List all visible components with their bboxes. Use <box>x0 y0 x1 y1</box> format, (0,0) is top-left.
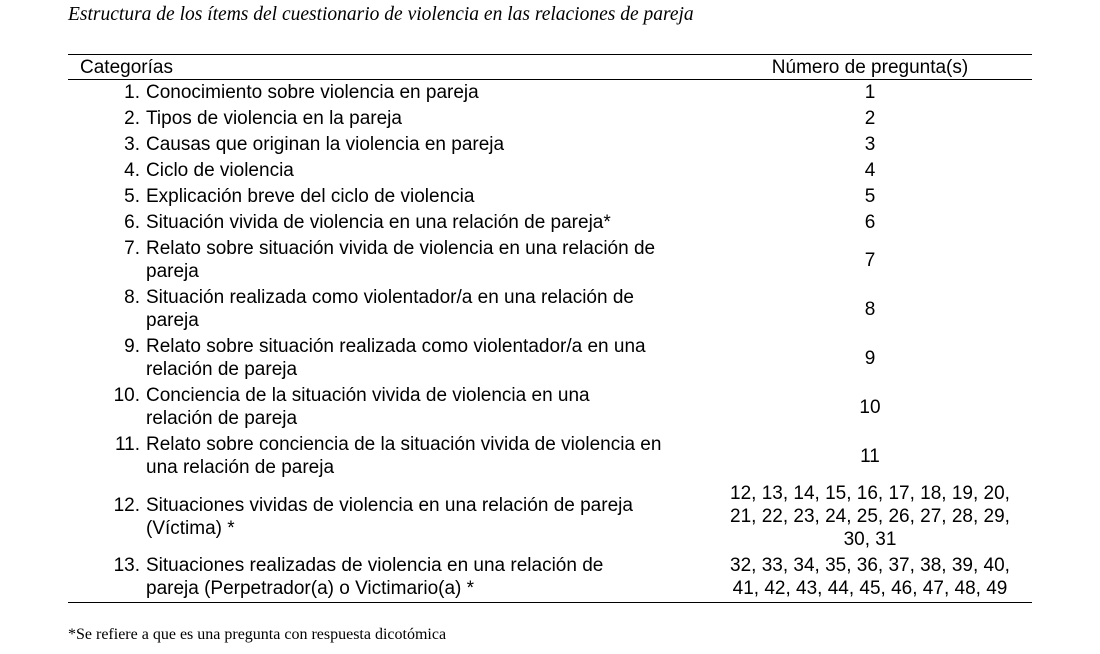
item-text: Ciclo de violencia <box>146 160 294 181</box>
item-number: 7. <box>124 238 140 259</box>
question-number-cell <box>708 236 1032 285</box>
category-cell <box>68 210 708 236</box>
item-text: Relato sobre situación realizada como violentador/a en una relación de pareja <box>146 336 646 380</box>
question-number-cell <box>708 106 1032 132</box>
category-cell <box>68 184 708 210</box>
item-number: 3. <box>124 134 140 155</box>
question-number-cell <box>708 184 1032 210</box>
item-number: 1. <box>124 82 140 103</box>
item-number: 2. <box>124 108 140 129</box>
item-number: 4. <box>124 160 140 181</box>
table-row <box>68 553 1032 603</box>
table-row <box>68 132 1032 158</box>
item-number: 12. <box>113 494 140 516</box>
item-number: 6. <box>124 212 140 233</box>
category-cell <box>68 285 708 334</box>
table-row <box>68 432 1032 481</box>
category-cell <box>68 132 708 158</box>
question-number-cell <box>708 210 1032 236</box>
item-number: 13. <box>113 555 140 576</box>
question-numbers: 7 <box>864 249 876 271</box>
table-caption: Estructura de los ítems del cuestionario de violencia en las relaciones de pareja <box>68 4 694 25</box>
table-row <box>68 334 1032 383</box>
table-row <box>68 285 1032 334</box>
table-row <box>68 236 1032 285</box>
table-row <box>68 481 1032 553</box>
item-text: Conciencia de la situación vivida de violencia en una relación de pareja <box>146 385 590 429</box>
question-number-cell <box>708 132 1032 158</box>
item-text: Explicación breve del ciclo de violencia <box>146 186 475 207</box>
question-numbers: 32, 33, 34, 35, 36, 37, 38, 39, 40, 41, 42, 43, 44, 45, 46, 47, 48, 49 <box>730 555 1010 599</box>
question-numbers: 5 <box>864 186 876 207</box>
item-text: Causas que originan la violencia en pareja <box>146 134 505 155</box>
question-number-cell <box>708 80 1032 107</box>
question-numbers: 4 <box>864 160 876 181</box>
table-row <box>68 80 1032 107</box>
item-text: Relato sobre conciencia de la situación vivida de violencia en una relación de pareja <box>146 434 662 478</box>
item-text: Relato sobre situación vivida de violencia en una relación de pareja <box>146 238 656 282</box>
header-question-number: Número de pregunta(s) <box>708 55 1032 80</box>
header-category: Categorías <box>68 55 708 80</box>
question-numbers: 2 <box>864 108 876 129</box>
question-numbers: 9 <box>864 347 876 369</box>
question-numbers: 3 <box>864 134 876 155</box>
question-number-cell <box>708 432 1032 481</box>
item-text: Situaciones realizadas de violencia en una relación de pareja (Perpetrador(a) o Victimario(a) * <box>146 555 604 599</box>
items-structure-table <box>68 54 1032 603</box>
question-numbers: 10 <box>859 396 881 418</box>
table-header-row <box>68 55 1032 80</box>
category-cell <box>68 432 708 481</box>
item-text: Conocimiento sobre violencia en pareja <box>146 82 479 103</box>
question-numbers: 8 <box>864 298 876 320</box>
category-cell <box>68 383 708 432</box>
footnote: *Se refiere a que es una pregunta con respuesta dicotómica <box>68 626 447 643</box>
question-numbers: 1 <box>864 82 876 103</box>
item-text: Situación vivida de violencia en una relación de pareja* <box>146 212 611 233</box>
item-number: 5. <box>124 186 140 207</box>
category-cell <box>68 481 708 553</box>
category-cell <box>68 334 708 383</box>
question-number-cell <box>708 383 1032 432</box>
item-number: 10. <box>113 385 140 406</box>
question-number-cell <box>708 553 1032 603</box>
item-number: 11. <box>114 434 140 455</box>
category-cell <box>68 106 708 132</box>
question-numbers: 6 <box>864 212 876 233</box>
item-text: Tipos de violencia en la pareja <box>146 108 402 129</box>
table-row <box>68 158 1032 184</box>
item-number: 9. <box>124 336 140 357</box>
item-text: Situación realizada como violentador/a en una relación de pareja <box>146 287 634 331</box>
question-number-cell <box>708 158 1032 184</box>
question-number-cell <box>708 481 1032 553</box>
question-numbers: 12, 13, 14, 15, 16, 17, 18, 19, 20, 21, 22, 23, 24, 25, 26, 27, 28, 29, 30, 31 <box>730 483 1010 550</box>
table-row <box>68 184 1032 210</box>
question-numbers: 11 <box>860 445 880 467</box>
question-number-cell <box>708 334 1032 383</box>
item-number: 8. <box>124 287 140 308</box>
category-cell <box>68 236 708 285</box>
table-row <box>68 210 1032 236</box>
category-cell <box>68 553 708 603</box>
table-row <box>68 106 1032 132</box>
category-cell <box>68 80 708 107</box>
question-number-cell <box>708 285 1032 334</box>
table-row <box>68 383 1032 432</box>
item-text: Situaciones vividas de violencia en una relación de pareja (Víctima) * <box>146 494 633 539</box>
category-cell <box>68 158 708 184</box>
